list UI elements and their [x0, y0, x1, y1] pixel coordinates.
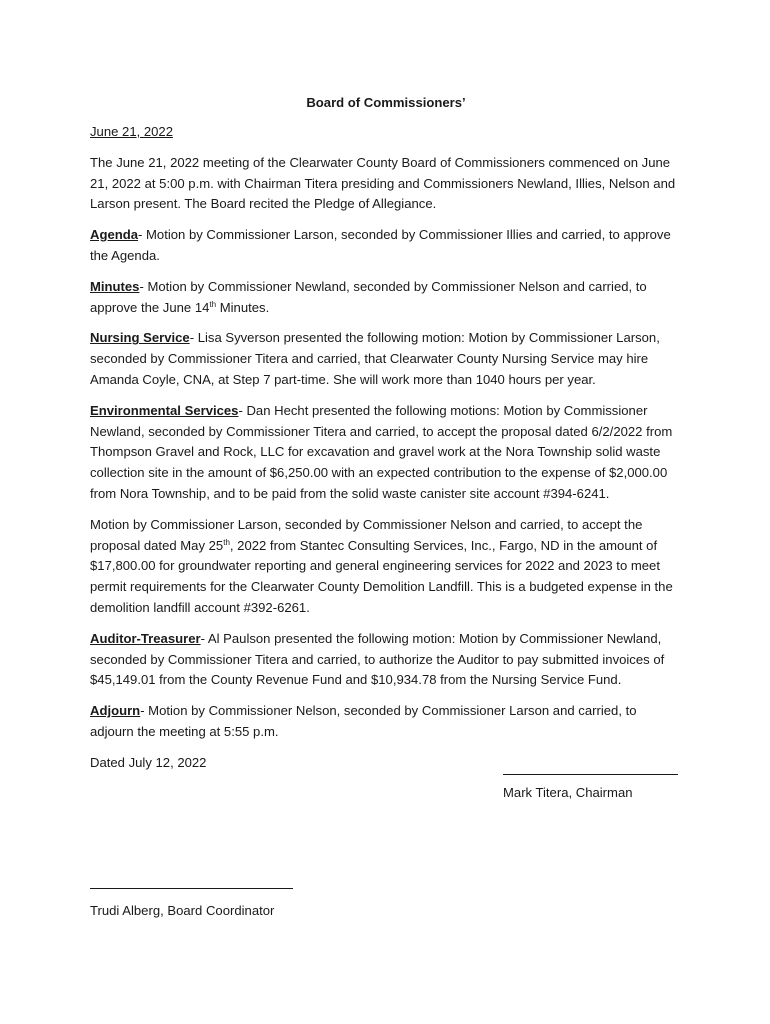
auditor-text: - Al Paulson presented the following motion: Motion by Commissioner Newland, seconded by Commissioner Titera and carried, to authorize the Auditor to pay submitted invoices of $45,149.01 from the County Revenue Fund and $10,934.78 from the Nursing Service Fund.	[90, 630, 665, 688]
agenda-paragraph	[90, 225, 682, 267]
document-title: Board of Commissioners’	[306, 95, 466, 110]
adjourn-text: - Motion by Commissioner Nelson, seconded by Commissioner Larson and carried, to adjourn the meeting at 5:55 p.m.	[90, 703, 637, 739]
stantec-text-before: Motion by Commissioner Larson, seconded by Commissioner Nelson and carried, to accept the proposal dated May 25	[90, 516, 643, 553]
minutes-text-before: - Motion by Commissioner Newland, seconded by Commissioner Nelson and carried, to approve the June 14	[90, 278, 647, 315]
coordinator-name: Trudi Alberg, Board Coordinator	[90, 903, 275, 918]
chairman-name: Mark Titera, Chairman	[503, 784, 633, 800]
stantec-text-after: , 2022 from Stantec Consulting Services, Inc., Fargo, ND in the amount of $17,800.00 for groundwater reporting and general engineering services for 2022 and 2023 to meet permit requirements for the Clearwater County Demolition Landfill. This is a budgeted expense in the demolition landfill account #392-6261.	[90, 537, 673, 615]
adjourn-paragraph	[90, 701, 682, 743]
meeting-date: June 21, 2022	[90, 124, 173, 139]
environmental-text: - Dan Hecht presented the following motions: Motion by Commissioner Newland, seconded by Commissioner Titera and carried, to accept the proposal dated 6/2/2022 from Thompson Gravel and Rock, LLC for excavation and gravel work at the Nora Township solid waste collection site in the amount of $6,250.00 with an expected contribution to the expense of $2,000.00 from Nora Township, and to be paid from the solid waste canister site account #394-6241.	[90, 402, 673, 501]
minutes-text-after: Minutes.	[216, 299, 270, 315]
stantec-superscript: th	[223, 537, 230, 547]
agenda-heading: Agenda	[90, 227, 139, 243]
nursing-text: - Lisa Syverson presented the following motion: Motion by Commissioner Larson, seconded by Commissioner Titera and carried, that Clearwater County Nursing Service may hire Amanda Coyle, CNA, at Step 7 part-time. She will work more than 1040 hours per year.	[90, 330, 660, 387]
auditor-paragraph	[90, 629, 682, 691]
minutes-superscript: th	[209, 299, 217, 309]
minutes-heading: Minutes	[90, 278, 140, 294]
adjourn-heading: Adjourn	[90, 703, 141, 719]
stantec-paragraph	[90, 515, 682, 619]
intro-paragraph: The June 21, 2022 meeting of the Clearwater County Board of Commissioners commenced on June 21, 2022 at 5:00 p.m. with Chairman Titera presiding and Commissioners Newland, Illies, Nelson and Larson present. The Board recited the Pledge of Allegiance.	[90, 154, 676, 212]
coordinator-signature-line	[90, 888, 293, 889]
signature-row	[90, 753, 682, 809]
auditor-heading: Auditor-Treasurer	[90, 630, 201, 646]
dated-line: Dated July 12, 2022	[90, 754, 207, 770]
environmental-heading: Environmental Services	[90, 402, 239, 418]
environmental-paragraph	[90, 401, 682, 505]
minutes-paragraph	[90, 277, 682, 319]
agenda-text: - Motion by Commissioner Larson, seconded by Commissioner Illies and carried, to approve the Agenda.	[90, 227, 671, 263]
document-body	[90, 94, 682, 809]
chairman-signature-line	[503, 774, 678, 775]
nursing-paragraph	[90, 328, 682, 390]
nursing-heading: Nursing Service	[90, 330, 190, 346]
